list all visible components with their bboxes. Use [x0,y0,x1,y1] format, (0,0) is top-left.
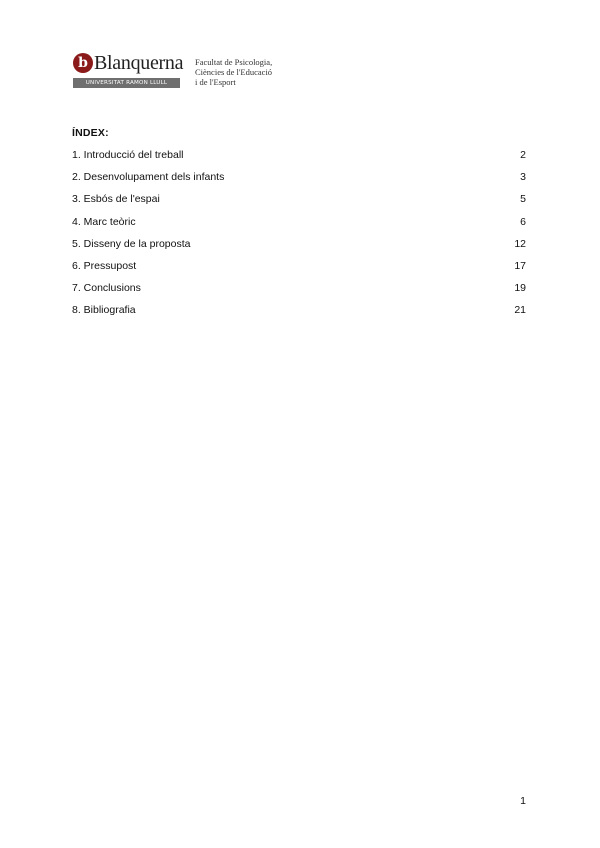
toc-entry-page: 2 [520,149,526,161]
page-number: 1 [520,795,526,807]
toc-entry-page: 5 [520,193,526,206]
blanquerna-logo [73,51,183,89]
document-header [73,51,313,93]
toc-entry-label: 1. Introducció del treball [72,149,184,161]
toc-entry-label: 5. Disseny de la proposta [72,237,191,250]
toc-entry [72,192,526,214]
toc-entry-page: 6 [520,215,526,228]
toc-entry-label: 7. Conclusions [72,282,141,295]
toc-entry [72,237,526,259]
toc-entry [72,281,526,303]
logo-name: Blanquerna [94,52,184,74]
toc-entry [72,148,526,170]
logo-mark-icon: b [73,53,93,73]
toc-entry-label: 3. Esbós de l'espai [72,193,160,206]
index-title: ÍNDEX: [72,127,109,139]
toc-entry-label: 6. Pressupost [72,259,137,272]
faculty-name [195,57,272,87]
toc-entry-page: 17 [514,259,526,272]
toc-entry-page: 19 [514,282,526,295]
faculty-line-3: i de l'Esport [195,77,236,87]
toc-entry [72,303,526,325]
faculty-line-1: Facultat de Psicologia, [195,57,273,67]
table-of-contents [72,148,526,326]
toc-entry [72,170,526,192]
toc-entry [72,259,526,281]
toc-entry-page: 21 [514,304,526,317]
toc-entry-page: 12 [514,237,526,250]
faculty-line-2: Ciències de l'Educació [195,67,273,77]
toc-entry-label: 4. Marc teòric [72,215,136,228]
toc-entry [72,215,526,237]
toc-entry-page: 3 [520,171,526,184]
logo-university-bar: UNIVERSITAT RAMON LLULL [73,78,180,88]
toc-entry-label: 2. Desenvolupament dels infants [72,171,225,184]
toc-entry-label: 8. Bibliografia [72,304,136,317]
